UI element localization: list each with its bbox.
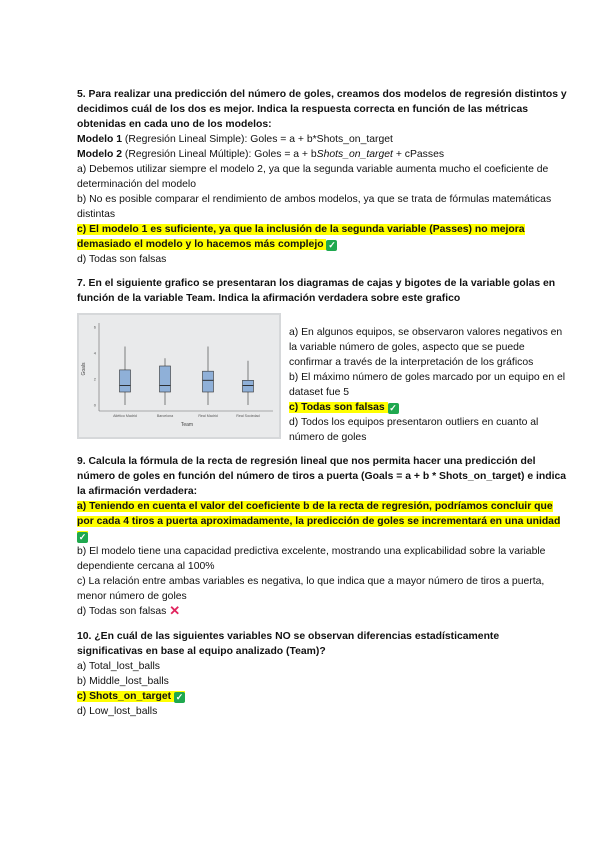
q7-option-b-cont: dataset fue 5 [289,387,350,398]
y-tick-label: 2 [93,376,96,382]
correct-check-icon: ✓ [328,240,336,250]
q9-option-c: c) La relación entre ambas variables es negativa, lo que indica que a mayor número de tiros a puerta, [77,576,545,587]
q10-title-line: 10. ¿En cuál de las siguientes variables NO se observan diferencias estadísticamente [77,631,500,642]
q9-option-a [77,499,577,514]
q5-title-line: decidimos cuál de los dos es mejor. Indica la respuesta correcta en función de las métricas [77,104,529,115]
q9-option-b: b) El modelo tiene una capacidad predictiva excelente, mostrando una explicabilidad sobre la variable [77,546,546,557]
q5-option-d: d) Todas son falsas [77,254,167,265]
figure-paper [79,315,279,437]
question-7 [77,276,577,445]
y-tick-label: 6 [93,324,96,330]
q7-option-c-text: c) Todas son falsas [289,402,385,413]
q10-option-d: d) Low_lost_balls [77,706,158,717]
q7-option-b: b) El máximo número de goles marcado por un equipo en el [289,372,566,383]
y-tick-label: 4 [93,350,96,356]
x-tick-label: Barcelona [156,414,174,418]
box [243,380,254,392]
q9-option-d-text: d) Todas son falsas [77,606,167,617]
q7-option-c [289,400,569,415]
q7-option-a: a) En algunos equipos, se observaron valores negativos en [289,327,563,338]
model-1-formula: (Regresión Lineal Simple): Goles = a + b*Shots_on_target [122,134,393,145]
x-tick-label: Real Madrid [198,414,218,418]
model-1-label: Modelo 1 [77,134,123,145]
question-10 [77,629,577,719]
q7-option-a-cont: confirmar a través de la interpretación de los gráficos [289,357,534,368]
q5-option-c-text: c) El modelo 1 es suficiente, ya que la inclusión de la segunda variable (Passes) no mejora [77,224,525,235]
q9-option-b-cont: dependiente cercana al 100% [77,561,215,572]
q10-option-c-text: c) Shots_on_target [77,691,172,702]
q5-model-2 [77,147,577,162]
q5-title-line: 5. Para realizar una predicción del número de goles, creamos dos modelos de regresión distintos y [77,89,567,100]
model-2-label: Modelo 2 [77,149,123,160]
question-9 [77,454,577,619]
q9-option-c-cont: menor número de goles [77,591,187,602]
q7-options [289,325,569,445]
wrong-cross-icon: ✕ [169,603,181,618]
q5-option-b-cont: distintas [77,209,116,220]
correct-check-icon: ✓ [175,692,184,702]
y-tick-label: 0 [93,402,96,408]
q5-option-c-cont [77,237,577,252]
q9-title-line: número de goles en función del número de tiros a puerta (Goals = a + b * Shots_on_target) e indica [77,471,567,482]
q10-title-line: significativas en base al equipo analizado (Team)? [77,646,326,657]
q7-option-a-cont: la variable número de goles, aspecto que se puede [289,342,525,353]
q9-option-a-text: a) Teniendo en cuenta el valor del coeficiente b de la recta de regresión, podríamos concluir que [77,501,553,512]
q7-option-d-cont: número de goles [289,432,367,443]
box [160,366,171,392]
x-axis-label: Team [180,422,194,428]
box [203,371,214,392]
question-5 [77,87,577,267]
model-2-formula-a: (Regresión Lineal Múltiple): Goles = a + b [122,149,317,160]
correct-check-icon: ✓ [389,403,397,413]
q5-option-b: b) No es posible comparar el rendimiento de ambos modelos, ya que se trata de fórmulas matemáticas [77,194,552,205]
q5-option-a-cont: determinación del modelo [77,179,196,190]
box [120,370,131,392]
correct-check-icon: ✓ [78,532,87,542]
q10-option-a: a) Total_lost_balls [77,661,160,672]
q5-model-1 [77,132,577,147]
q7-title-line: función de la variable Team. Indica la afirmación verdadera sobre este grafico [77,293,461,304]
y-axis-label: Goals [81,362,87,376]
model-2-formula-c: + cPasses [392,149,445,160]
q7-option-d: d) Todos los equipos presentaron outliers en cuanto al [289,417,539,428]
document-page [77,87,577,719]
q10-option-b: b) Middle_lost_balls [77,676,169,687]
q9-option-a-mark [77,529,577,544]
q9-title-line: la afirmación verdadera: [77,486,198,497]
q5-option-c [77,222,577,237]
q9-option-d [77,604,577,619]
q5-option-c-text-cont: demasiado el modelo y lo hacemos más complejo [77,239,324,250]
x-tick-label: Real Sociedad [236,414,260,418]
q7-title-line: 7. En el siguiente grafico se presentaran los diagramas de cajas y bigotes de la variable golas en [77,278,556,289]
q5-title-line: obtenidas en cada uno de los modelos: [77,119,272,130]
q9-option-a-cont [77,514,577,529]
q5-option-a: a) Debemos utilizar siempre el modelo 2, ya que la segunda variable aumenta mucho el coeficiente de [77,164,549,175]
boxplot-figure [77,313,281,439]
x-tick-label: Atlético Madrid [113,414,137,418]
q9-option-a-text-cont: por cada 4 tiros a puerta aproximadamente, la predicción de goles se incrementará en una unidad [77,516,561,527]
model-2-formula-b: Shots_on_target [316,149,393,160]
q10-option-c [77,689,577,704]
q9-title-line: 9. Calcula la fórmula de la recta de regresión lineal que nos permita hacer una predicción del [77,456,536,467]
